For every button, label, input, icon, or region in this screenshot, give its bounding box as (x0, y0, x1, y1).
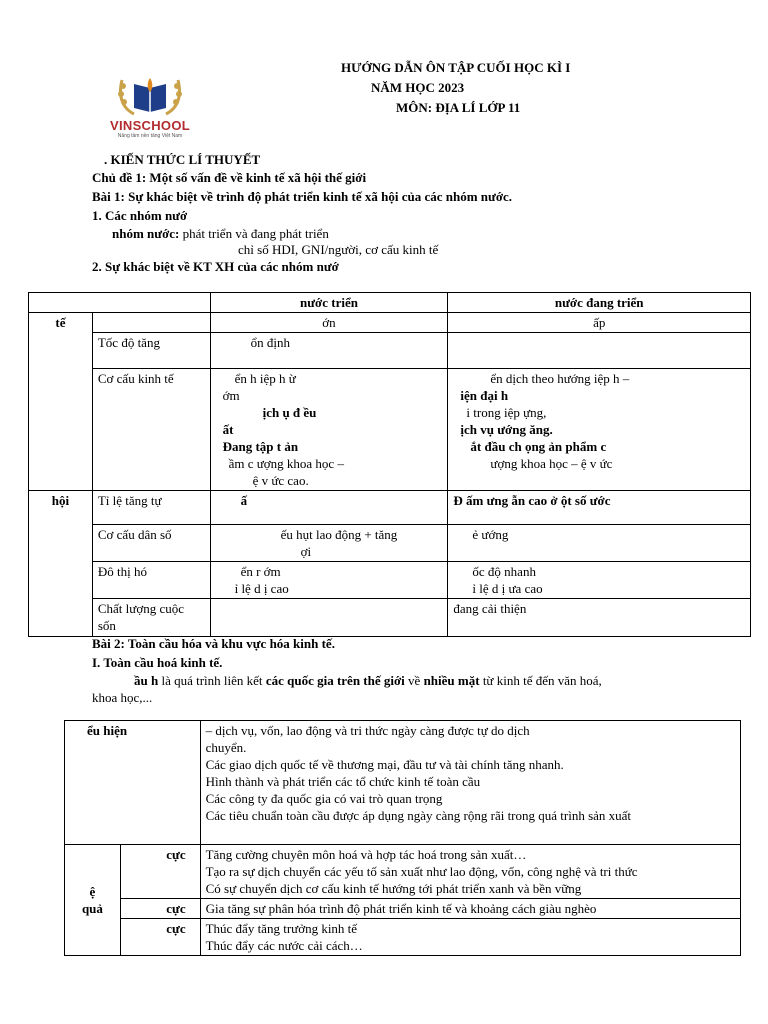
cell: ốc độ nhanh ỉ lệ d ị ưa cao (448, 562, 751, 599)
definition-line2: khoa học,... (92, 690, 153, 705)
lesson1-heading: Bài 1: Sự khác biệt về trình độ phát triển kinh tế xã hội của các nhóm nước. (92, 189, 513, 204)
row-label (92, 313, 210, 333)
header-developed: nước triển (210, 293, 448, 313)
group-economy: tế (29, 313, 93, 491)
table-row (65, 845, 741, 899)
cell: ớn (210, 313, 448, 333)
row-label: Cơ cấu dân số (92, 525, 210, 562)
laurel-book-icon (104, 70, 196, 118)
cell: ấp (448, 313, 751, 333)
group-text: phát triển và đang phát triển (179, 226, 329, 241)
table-row (29, 599, 751, 637)
negative-content: Gia tăng sự phân hóa trình độ phát triển kinh tế và khoảng cách giàu nghèo (200, 899, 740, 919)
row-label: Tỉ lệ tăng tự (92, 491, 210, 525)
row-label: Tốc độ tăng (92, 333, 210, 369)
consequence-label: ệ quả (65, 845, 121, 956)
row-label: Cơ cấu kinh tế (92, 369, 210, 491)
definition-line1: ầu h là quá trình liên kết các quốc gia trên thế giới về nhiều mặt từ kinh tế đến văn hoá, (134, 673, 602, 688)
national-label: cực (120, 919, 200, 956)
item1-heading: 1. Các nhóm nướ (92, 208, 188, 223)
logo-tagline: Nâng tầm nền tảng Việt Nam (117, 133, 183, 139)
row-label: Chất lượng cuộc sốn (92, 599, 210, 637)
table-row (65, 899, 741, 919)
cell-structure-developed: ển h iệp h ừ ớm ịch ụ đ ều ất Đang tập t ản ầm c ượng khoa học – ệ v ức cao. (210, 369, 448, 491)
globalization-table (64, 720, 741, 956)
cell: ấ (210, 491, 448, 525)
group-line (112, 226, 329, 242)
comparison-table (28, 292, 751, 637)
cell: ổn định (210, 333, 448, 369)
table-row (29, 491, 751, 525)
doc-title-line1: HƯỚNG DẪN ÔN TẬP CUỐI HỌC KÌ I (341, 60, 571, 75)
doc-title-line2: NĂM HỌC 2023 (371, 80, 465, 95)
lesson2-heading: Bài 2: Toàn cầu hóa và khu vực hóa kinh tế. (92, 636, 335, 651)
table-row (29, 313, 751, 333)
table-row (29, 333, 751, 369)
cell (448, 333, 751, 369)
row-label: Đô thị hó (92, 562, 210, 599)
table-row (65, 919, 741, 956)
cell: ển r ớm ỉ lệ d ị cao (210, 562, 448, 599)
table-row (29, 369, 751, 491)
index-line: chỉ số HDI, GNI/người, cơ cấu kinh tế (238, 242, 439, 257)
negative-label: cực (120, 899, 200, 919)
group-label: nhóm nước: (112, 226, 180, 241)
globalization-heading: I. Toàn cầu hoá kinh tế. (92, 655, 223, 670)
cell: ẻ ướng (448, 525, 751, 562)
item2-heading: 2. Sự khác biệt về KT XH của các nhóm nướ (92, 259, 339, 274)
national-content: Thúc đẩy tăng trưởng kinh tế Thúc đẩy các nước cải cách… (200, 919, 740, 956)
cell: ếu hụt lao động + tăng ợi (210, 525, 448, 562)
table-row (65, 721, 741, 845)
table-row (29, 525, 751, 562)
table-header-row (29, 293, 751, 313)
cell (210, 599, 448, 637)
positive-content: Tăng cường chuyên môn hoá và hợp tác hoá trong sản xuất… Tạo ra sự dịch chuyển các yếu tố sản xuất như lao động, vốn, công nghệ và tri thức Có sự chuyển dịch cơ cấu kinh tế hướng tới phát triển xanh và bền vững (200, 845, 740, 899)
topic-heading: Chủ đề 1: Một số vấn đề về kinh tế xã hội thế giới (92, 170, 367, 185)
group-society: hội (29, 491, 93, 637)
positive-label: cực (120, 845, 200, 899)
logo-text: VINSCHOOL (110, 118, 190, 133)
header-developing: nước đang triển (448, 293, 751, 313)
school-logo (104, 70, 196, 140)
section-heading: . KIẾN THỨC LÍ THUYẾT (104, 152, 261, 167)
manifestation-content: – dịch vụ, vốn, lao động và tri thức ngày càng được tự do dịch chuyển. Các giao dịch quốc tế về thương mại, đầu tư và tài chính tăng nhanh. Hình thành và phát triển các tổ chức kinh tế toàn cầu Các công ty đa quốc gia có vai trò quan trọng Các tiêu chuẩn toàn cầu được áp dụng ngày càng rộng rãi trong quá trình sản xuất (200, 721, 740, 845)
cell: đang cải thiện (448, 599, 751, 637)
manifestation-label: ểu hiện (65, 721, 201, 845)
cell-structure-developing: ển dịch theo hướng iệp h – iện đại h i trong iệp ựng, ịch vụ ướng ăng. ắt đầu ch ọng ản phẩm c ượng khoa học – ệ v ức (448, 369, 751, 491)
table-row (29, 562, 751, 599)
doc-title-line3: MÔN: ĐỊA LÍ LỚP 11 (396, 100, 521, 115)
cell: Đ ấm ưng ẫn cao ở ột số ước (448, 491, 751, 525)
